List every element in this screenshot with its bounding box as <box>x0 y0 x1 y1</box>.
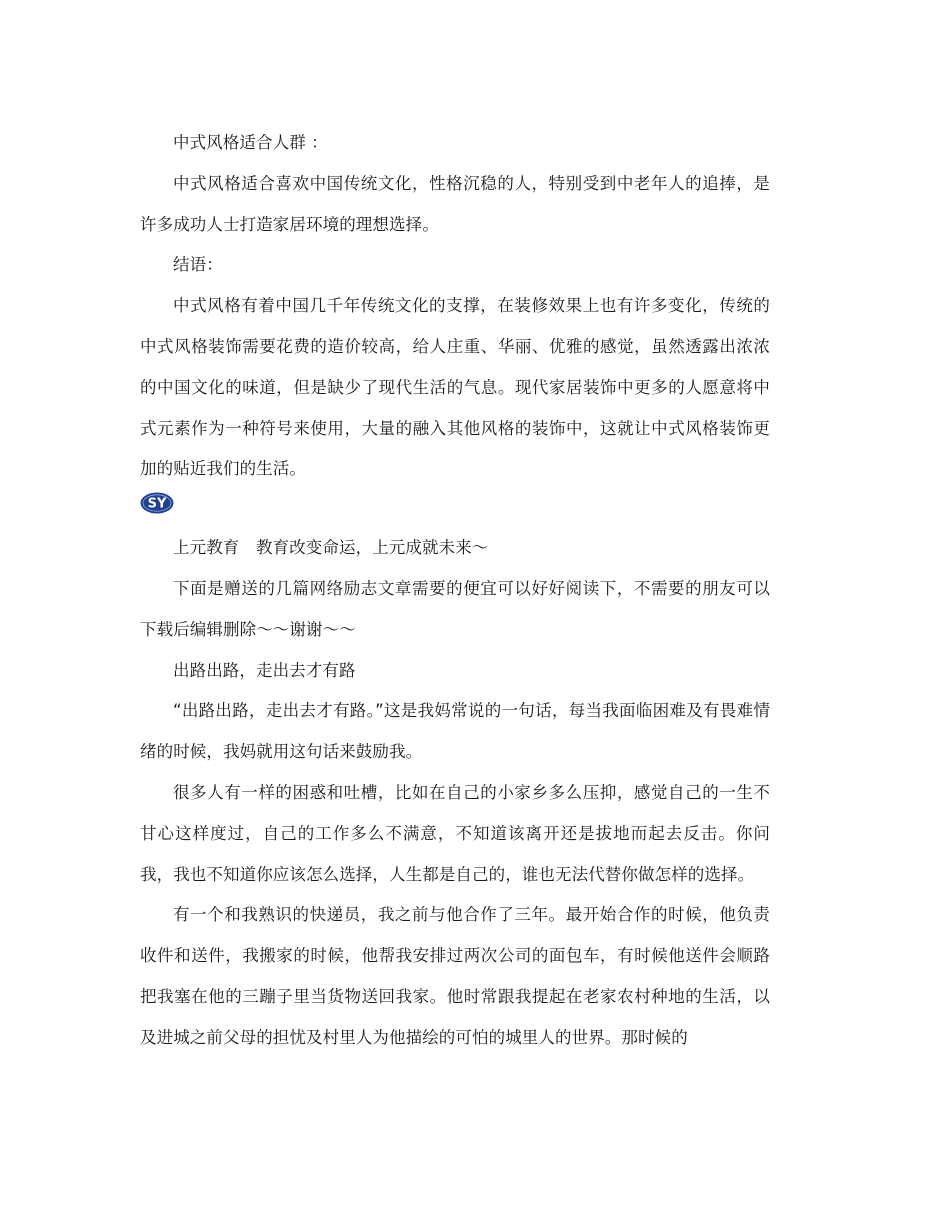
paragraph-article-1: “出路出路，走出去才有路。”这是我妈常说的一句话，每当我面临困难及有畏难情绪的时候，我妈就用这句话来鼓励我。 <box>140 701 770 762</box>
paragraph-gift-note: 下面是赠送的几篇网络励志文章需要的便宜可以好好阅读下，不需要的朋友可以下载后编辑删除～～谢谢～～ <box>140 578 770 639</box>
logo-row <box>140 490 770 528</box>
paragraph-conclusion-heading: 结语： <box>173 255 223 275</box>
sy-logo-text: SY <box>147 496 167 512</box>
paragraph-article-3: 有一个和我熟识的快递员，我之前与他合作了三年。最开始合作的时候，他负责收件和送件，我搬家的时候，他帮我安排过两次公司的面包车，有时候他送件会顺路把我塞在他的三蹦子里当货物送回我家。他时常跟我提起在老家农村种地的生活，以及进城之前父母的担忧及村里人为他描绘的可怕的城里人的世界。那时候的 <box>140 905 770 1047</box>
paragraph-conclusion-text: 中式风格有着中国几千年传统文化的支撑，在装修效果上也有许多变化，传统的中式风格装饰需要花费的造价较高，给人庄重、华丽、优雅的感觉，虽然透露出浓浓的中国文化的味道，但是缺少了现代生活的气息。现代家居装饰中更多的人愿意将中式元素作为一种符号来使用，大量的融入其他风格的装饰中，这就让中式风格装饰更加的贴近我们的生活。 <box>140 296 770 479</box>
paragraph-article-2: 很多人有一样的困惑和吐槽，比如在自己的小家乡多么压抑，感觉自己的一生不甘心这样度过，自己的工作多么不满意，不知道该离开还是拔地而起去反击。你问我，我也不知道你应该怎么选择，人生都是自己的，谁也无法代替你做怎样的选择。 <box>140 782 770 884</box>
paragraph-slogan: 上元教育 教育改变命运，上元成就未来～ <box>173 538 489 558</box>
paragraph-audience-heading: 中式风格适合人群 ： <box>173 133 328 152</box>
document-body <box>140 123 770 1059</box>
paragraph-article-title: 出路出路，走出去才有路 <box>173 660 356 680</box>
sy-logo-icon <box>140 492 174 514</box>
paragraph-audience-text: 中式风格适合喜欢中国传统文化，性格沉稳的人，特别受到中老年人的追捧，是许多成功人士打造家居环境的理想选择。 <box>140 173 770 234</box>
